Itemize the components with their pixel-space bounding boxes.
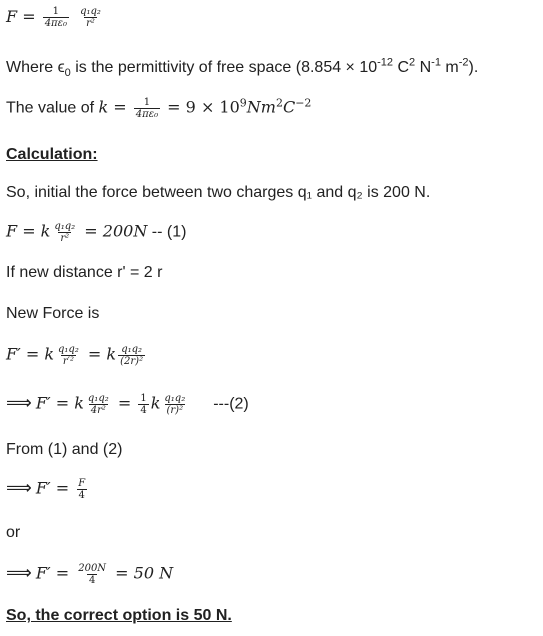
frac-den: (2r)²: [120, 356, 144, 367]
frac-den: 4: [88, 575, 96, 586]
calculation-heading: Calculation:: [6, 146, 98, 163]
equation-2: [6, 393, 249, 416]
fraction-1-over-4pieps: [134, 97, 160, 120]
new-force-text: New Force is: [6, 305, 100, 322]
fraction-q1q2-over-r2: [52, 221, 77, 244]
equation-4: [6, 563, 173, 586]
frac-num: 1: [143, 97, 151, 108]
fraction-1-over-4pieps: [43, 6, 69, 29]
new-distance-text: If new distance r' = 2 r: [6, 264, 163, 281]
superscript: 2: [409, 56, 416, 69]
frac-den: r²: [60, 233, 70, 244]
eq-mid: = k: [82, 344, 117, 364]
text-segment: C: [393, 59, 410, 76]
fraction-200N-over-4: [76, 563, 108, 586]
implies-arrow-icon: ⟹: [6, 392, 31, 414]
eq-rhs: = 50 N: [110, 563, 174, 583]
coulomb-formula: [6, 6, 105, 29]
units: C: [282, 97, 296, 117]
permittivity-text: [6, 58, 478, 78]
frac-num: 1: [140, 393, 147, 404]
frac-num: F: [78, 478, 86, 489]
equals: =: [108, 97, 132, 117]
text-segment: = 9 × 10: [162, 97, 240, 117]
frac-den: 4r²: [90, 405, 106, 416]
equation-tag: ---(2): [213, 395, 249, 413]
frac-num: q₁q₂: [80, 6, 101, 17]
frac-den: 4: [140, 405, 147, 416]
frac-num: q₁q₂: [121, 344, 143, 355]
text-segment: ).: [468, 59, 479, 76]
eq-lhs: F′ = k: [30, 393, 84, 413]
text-segment: m: [440, 59, 459, 76]
eq-lhs: F = k: [6, 221, 51, 241]
fraction-q1q2-over-2r2: [118, 344, 145, 367]
frac-num: q₁q₂: [164, 393, 186, 404]
frac-num: q₁q₂: [87, 393, 109, 404]
fraction-q1q2-over-r2: [162, 393, 187, 416]
superscript: -1: [431, 56, 441, 69]
equation-new-force: [6, 344, 147, 367]
superscript: -12: [377, 56, 394, 69]
fraction-q1q2-over-4r2: [86, 393, 111, 416]
frac-den: (r)²: [166, 405, 184, 416]
equation-3: [6, 478, 89, 501]
superscript: −2: [295, 96, 312, 110]
equation-1: [6, 221, 186, 244]
frac-num: q₁q₂: [58, 344, 79, 355]
frac-num: q₁q₂: [54, 221, 76, 232]
frac-den: r²: [86, 18, 95, 29]
frac-den: 4: [78, 490, 85, 501]
text-segment: N: [415, 59, 432, 76]
text-segment: is the permittivity of free space (8.854 × 10: [70, 59, 378, 76]
text-segment: Where ϵ: [6, 59, 65, 76]
superscript: -2: [458, 56, 469, 69]
fraction-1-over-4: [138, 393, 148, 416]
conclusion-text: So, the correct option is 50 N.: [6, 607, 232, 624]
equation-tag: -- (1): [147, 223, 187, 241]
superscript: 2: [275, 96, 283, 110]
units: Nm: [246, 97, 276, 117]
fraction-q1q2-over-r2: [78, 6, 103, 29]
k-symbol: k: [150, 393, 161, 413]
k-symbol: k: [98, 97, 109, 117]
k-value-line: [6, 97, 311, 120]
frac-num: 1: [52, 6, 60, 17]
superscript: 9: [239, 96, 247, 110]
text-segment: The value of: [6, 99, 99, 117]
frac-num: 200N: [78, 563, 107, 574]
eq-lhs: F′ =: [30, 563, 75, 583]
implies-arrow-icon: ⟹: [6, 562, 31, 584]
frac-den: 4πε₀: [44, 18, 67, 29]
frac-den: 4πε₀: [135, 109, 159, 120]
subscript: 0: [64, 67, 71, 80]
formula-lhs: F =: [6, 7, 36, 26]
equals: =: [112, 393, 137, 413]
or-text: or: [6, 524, 21, 541]
eq-lhs: F′ =: [30, 478, 75, 498]
initial-force-text: So, initial the force between two charges q₁ and q₂ is 200 N.: [6, 184, 431, 201]
eq-rhs: = 200N: [79, 221, 148, 241]
fraction-F-over-4: [76, 478, 87, 501]
frac-den: r′²: [62, 356, 74, 367]
from-text: From (1) and (2): [6, 441, 123, 458]
fraction-q1q2-over-rprime2: [56, 344, 81, 367]
implies-arrow-icon: ⟹: [6, 477, 31, 499]
eq-lhs: F′ = k: [6, 344, 55, 364]
